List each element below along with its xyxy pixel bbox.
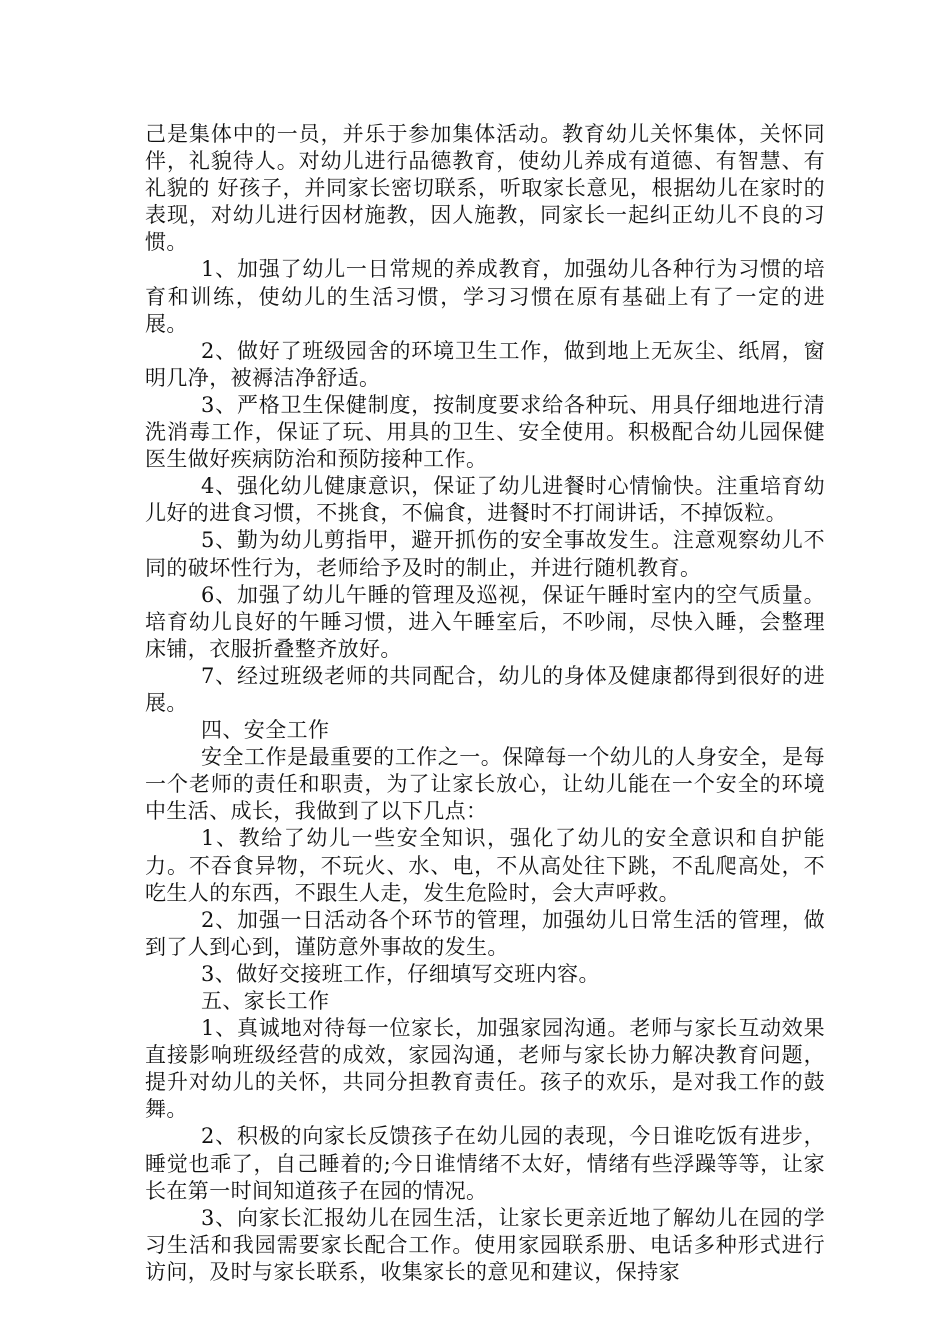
paragraph-item-7: 7、经过班级老师的共同配合，幼儿的身体及健康都得到很好的进展。 bbox=[145, 663, 825, 715]
paragraph-parents-2: 2、积极的向家长反馈孩子在幼儿园的表现，今日谁吃饭有进步，睡觉也乖了，自己睡着的;今日谁情绪不太好，情绪有些浮躁等等，让家长在第一时间知道孩子在园的情况。 bbox=[145, 1124, 825, 1203]
paragraph-item-6: 6、加强了幼儿午睡的管理及巡视，保证午睡时室内的空气质量。培育幼儿良好的午睡习惯，进入午睡室后，不吵闹，尽快入睡，会整理床铺，衣服折叠整齐放好。 bbox=[145, 582, 825, 661]
paragraph-item-1: 1、加强了幼儿一日常规的养成教育，加强幼儿各种行为习惯的培育和训练，使幼儿的生活习惯，学习习惯在原有基础上有了一定的进展。 bbox=[145, 257, 825, 336]
paragraph-item-5: 5、勤为幼儿剪指甲，避开抓伤的安全事故发生。注意观察幼儿不同的破坏性行为，老师给予及时的制止，并进行随机教育。 bbox=[145, 528, 825, 580]
paragraph-parents-3: 3、向家长汇报幼儿在园生活，让家长更亲近地了解幼儿在园的学习生活和我园需要家长配合工作。使用家园联系册、电话多种形式进行访问，及时与家长联系，收集家长的意见和建议，保持家 bbox=[145, 1205, 825, 1284]
paragraph-item-2: 2、做好了班级园舍的环境卫生工作，做到地上无灰尘、纸屑，窗明几净，被褥洁净舒适。 bbox=[145, 338, 825, 390]
paragraph-item-4: 4、强化幼儿健康意识，保证了幼儿进餐时心情愉快。注重培育幼儿好的进食习惯，不挑食，不偏食，进餐时不打闹讲话，不掉饭粒。 bbox=[145, 474, 825, 526]
section-heading-safety: 四、安全工作 bbox=[201, 718, 330, 743]
document-body bbox=[145, 121, 825, 1286]
section-heading-parents: 五、家长工作 bbox=[201, 989, 330, 1013]
paragraph-safety-3: 3、做好交接班工作，仔细填写交班内容。 bbox=[201, 961, 600, 986]
paragraph-parents-1: 1、真诚地对待每一位家长，加强家园沟通。老师与家长互动效果直接影响班级经营的成效，家园沟通，老师与家长协力解决教育问题，提升对幼儿的关怀，共同分担教育责任。孩子的欢乐，是对我工作的鼓舞。 bbox=[145, 1016, 825, 1122]
paragraph-safety-2: 2、加强一日活动各个环节的管理，加强幼儿日常生活的管理，做到了人到心到，谨防意外事故的发生。 bbox=[145, 907, 825, 959]
paragraph-safety-intro: 安全工作是最重要的工作之一。保障每一个幼儿的人身安全，是每一个老师的责任和职责，为了让家长放心，让幼儿能在一个安全的环境中生活、成长，我做到了以下几点： bbox=[145, 745, 825, 824]
paragraph-item-3: 3、严格卫生保健制度，按制度要求给各种玩、用具仔细地进行清洗消毒工作，保证了玩、用具的卫生、安全使用。积极配合幼儿园保健医生做好疾病防治和预防接种工作。 bbox=[145, 392, 825, 472]
paragraph-continuation: 己是集体中的一员，并乐于参加集体活动。教育幼儿关怀集体，关怀同伴，礼貌待人。对幼儿进行品德教育，使幼儿养成有道德、有智慧、有礼貌的 好孩子，并同家长密切联系，听取家长意见，根据幼儿在家时的表现，对幼儿进行因材施教，因人施教，同家长一起纠正幼儿不良的习惯。 bbox=[145, 122, 825, 255]
paragraph-safety-1: 1、教给了幼儿一些安全知识，强化了幼儿的安全意识和自护能力。不吞食异物，不玩火、水、电，不从高处往下跳，不乱爬高处，不吃生人的东西，不跟生人走，发生危险时，会大声呼救。 bbox=[145, 826, 825, 905]
